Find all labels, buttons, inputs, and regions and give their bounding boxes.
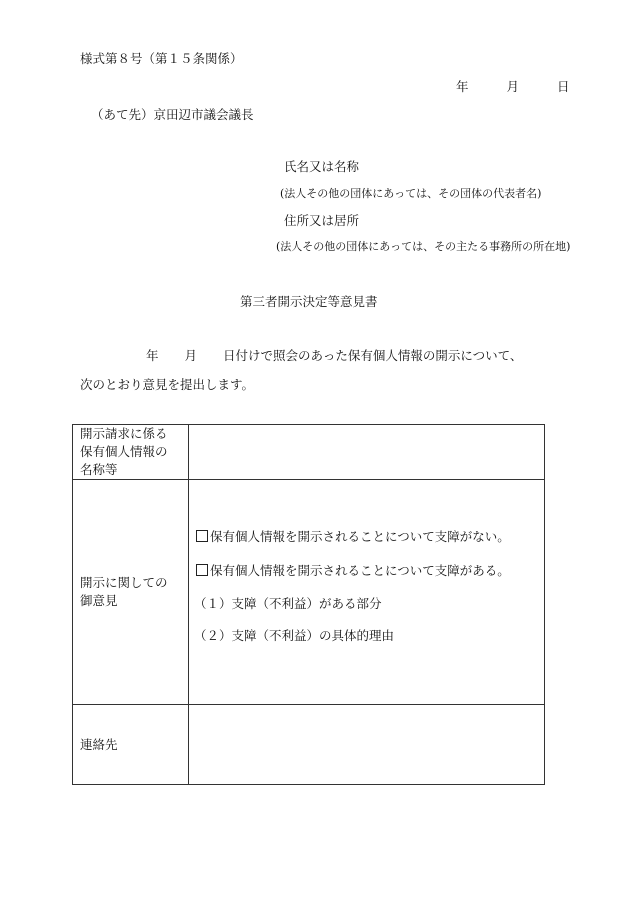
body-line-2: 次のとおり意見を提出します。 [80, 377, 255, 392]
applicant-name-label: 氏名又は名称 [284, 159, 360, 174]
option-no-hindrance-text: 保有個人情報を開示されることについて支障がない。 [210, 529, 510, 545]
opinion-value-cell [189, 480, 545, 705]
table-row-contact [73, 705, 545, 785]
body-year-label: 年 [146, 348, 159, 363]
applicant-address-note: (法人その他の団体にあっては、その主たる事務所の所在地) [276, 240, 571, 253]
checkbox-icon[interactable] [196, 564, 208, 576]
body-month-label: 月 [184, 348, 198, 363]
opinion-table [72, 424, 545, 785]
info-name-label-line: 保有個人情報の [80, 444, 168, 460]
opinion-label-cell [73, 480, 189, 705]
option-hindrance-text: 保有個人情報を開示されることについて支障がある。 [210, 563, 510, 579]
applicant-name-note: (法人その他の団体にあっては、その団体の代表者名) [280, 187, 542, 200]
option-hindrance[interactable] [196, 564, 510, 578]
table-row-info-name [73, 425, 545, 480]
contact-value-cell[interactable] [189, 705, 545, 785]
document-title: 第三者開示決定等意見書 [240, 294, 378, 309]
checkbox-icon[interactable] [196, 530, 208, 542]
hindrance-reason-item: （２）支障（不利益）の具体的理由 [194, 628, 395, 644]
date-day-label: 日 [557, 79, 570, 94]
info-name-value-cell[interactable] [189, 425, 545, 480]
contact-label: 連絡先 [80, 736, 118, 752]
body-line-1-text: 日付けで照会のあった保有個人情報の開示について、 [223, 348, 523, 363]
body-line-1 [146, 350, 522, 363]
option-no-hindrance[interactable] [196, 530, 510, 544]
info-name-label-line: 名称等 [80, 462, 118, 478]
contact-label-cell [73, 705, 189, 785]
form-number: 様式第８号（第１５条関係） [80, 51, 243, 66]
hindrance-part-item: （１）支障（不利益）がある部分 [194, 596, 382, 612]
opinion-label-line: 御意見 [80, 593, 118, 609]
opinion-label-line: 開示に関しての [80, 575, 168, 591]
table-row-opinion [73, 480, 545, 705]
applicant-address-label: 住所又は居所 [284, 213, 360, 228]
info-name-label-cell [73, 425, 189, 480]
date-year-label: 年 [456, 79, 469, 94]
date-line [456, 81, 570, 94]
info-name-label-line: 開示請求に係る [80, 426, 168, 441]
date-month-label: 月 [506, 79, 520, 94]
addressee: （あて先）京田辺市議会議長 [91, 107, 254, 122]
